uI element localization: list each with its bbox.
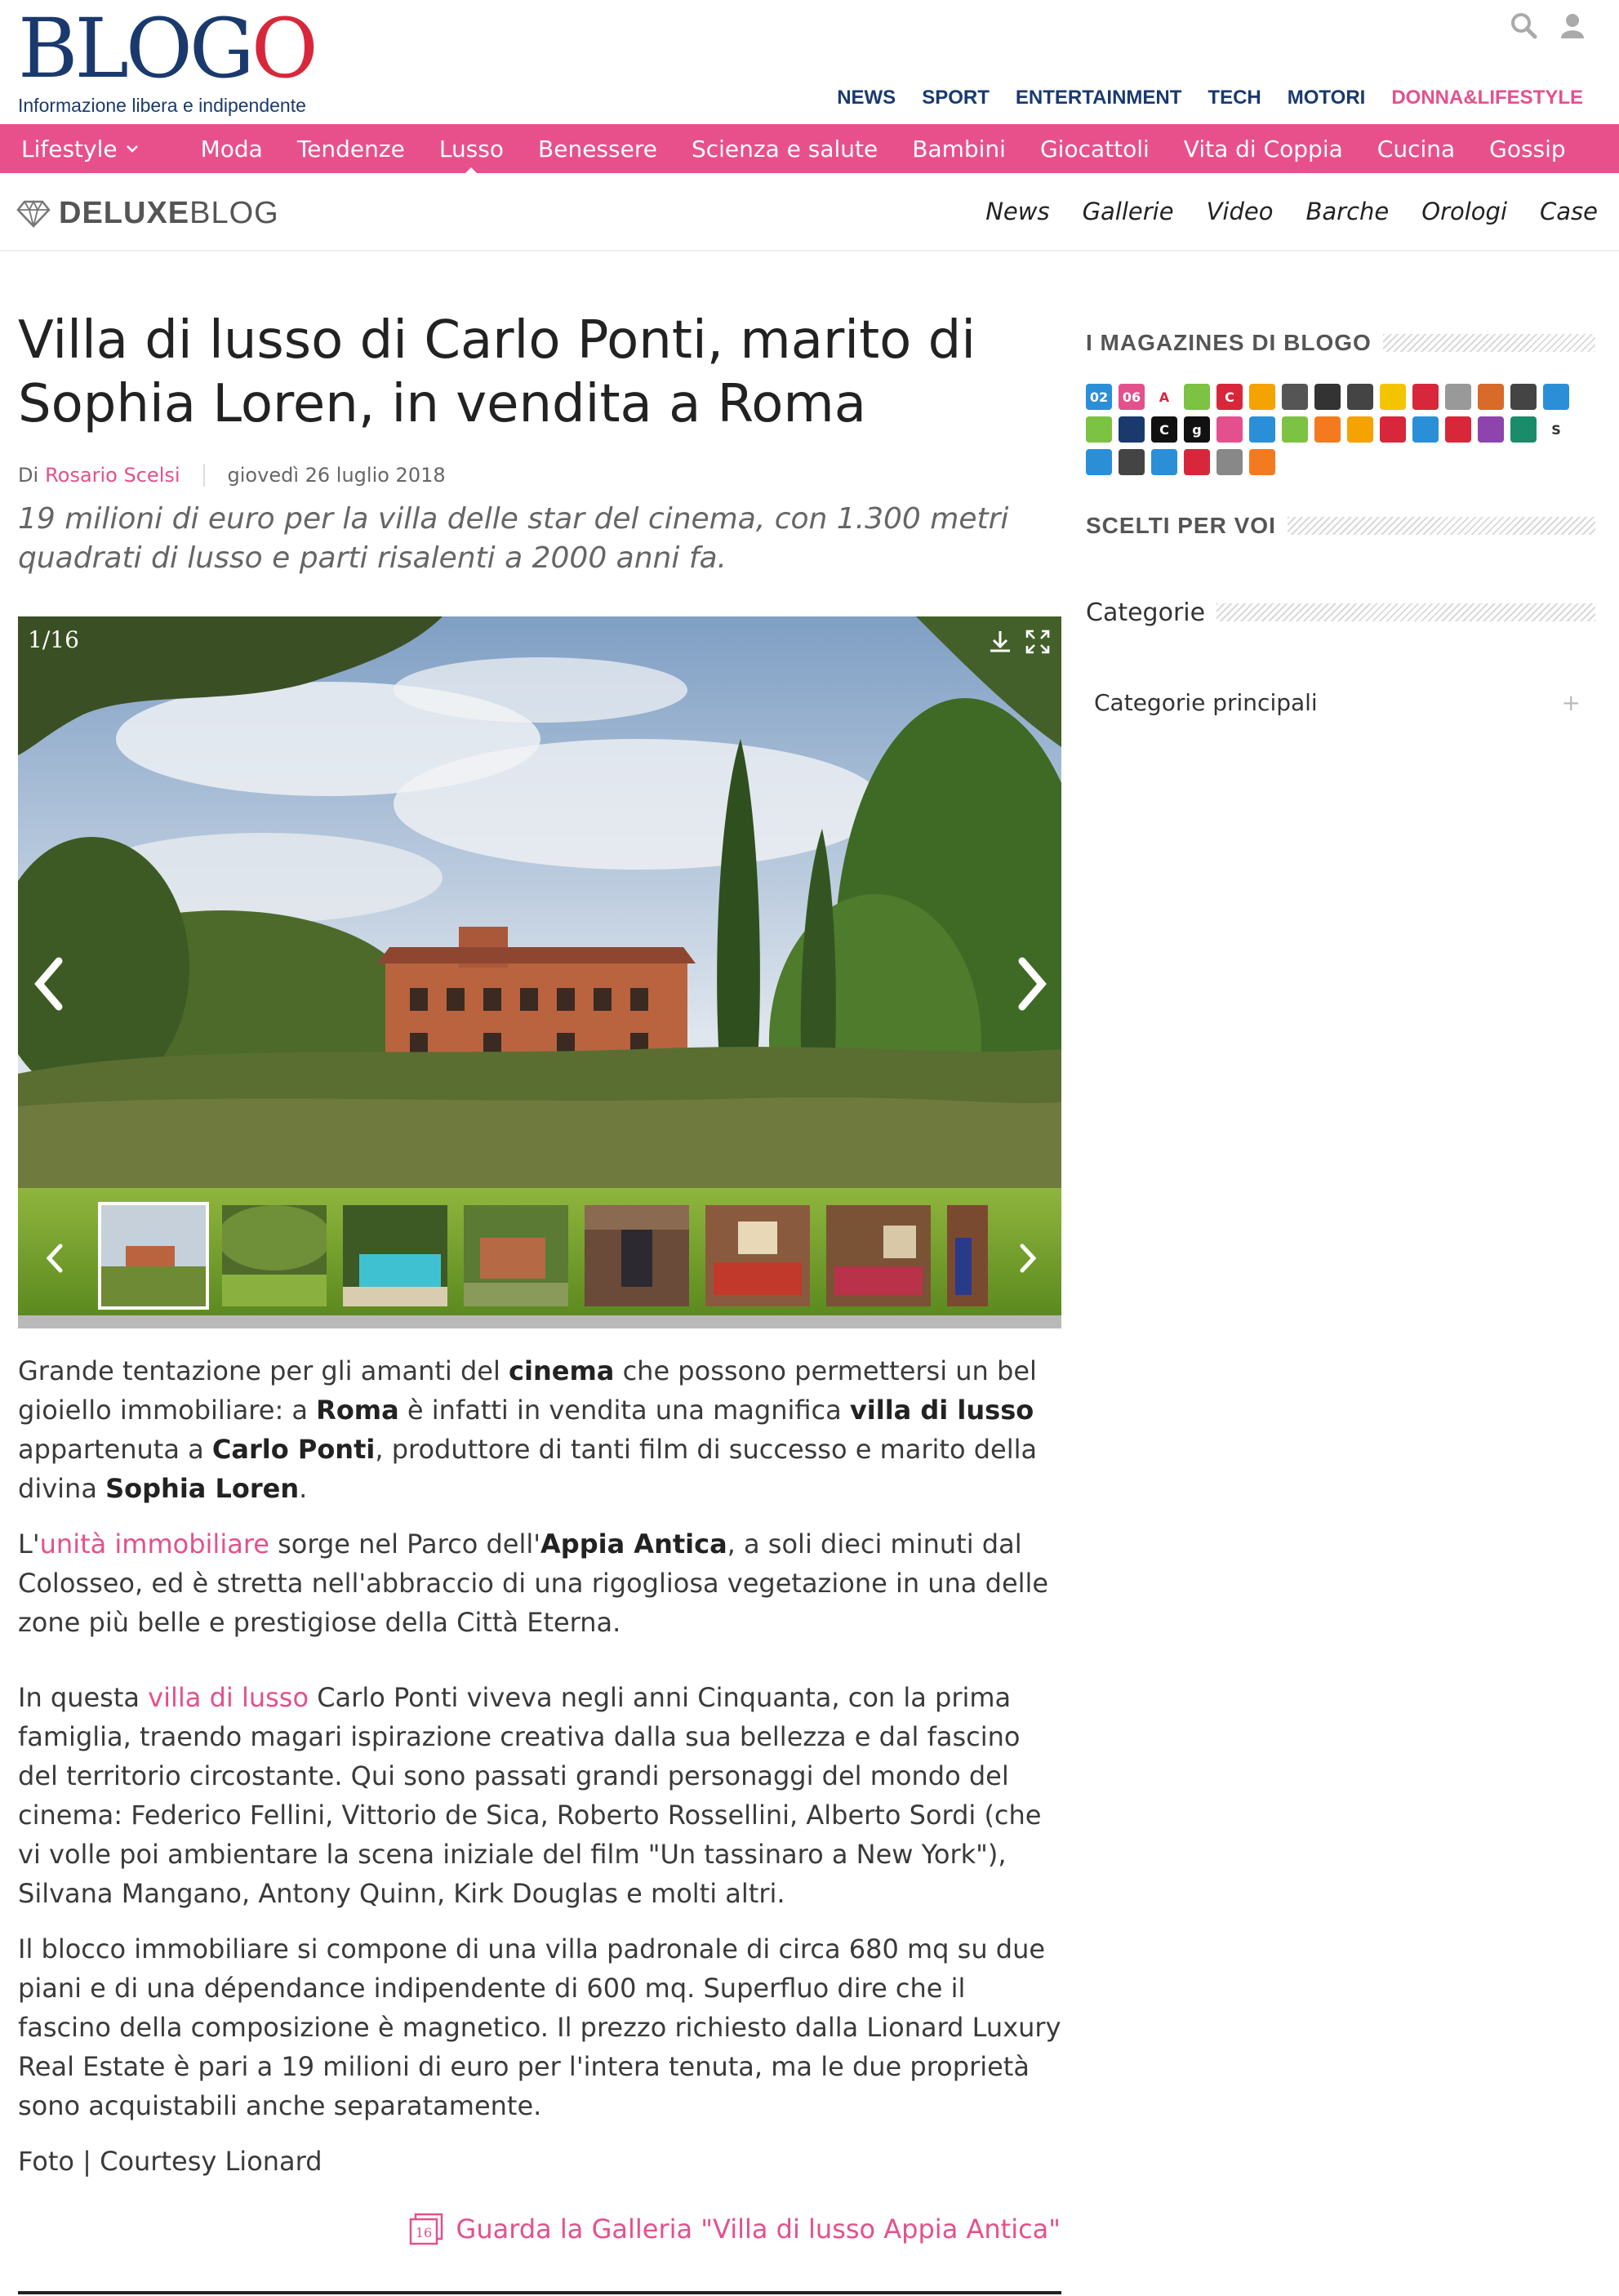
sidebar: [1086, 327, 1595, 716]
categories-main-label: Categorie principali: [1094, 688, 1318, 716]
article-title: Villa di lusso di Carlo Ponti, marito di Sophia Loren, in vendita a Roma: [18, 310, 976, 434]
magazine-icon[interactable]: [1086, 416, 1112, 443]
article-bottom-rule: [18, 2291, 1061, 2294]
categories-section: [1086, 596, 1595, 629]
gallery-thumbnail[interactable]: [826, 1205, 931, 1306]
gallery-thumbnail[interactable]: [585, 1205, 689, 1306]
gallery-prev-icon[interactable]: [26, 951, 75, 1017]
nav-sport[interactable]: SPORT: [922, 87, 990, 109]
view-gallery-link[interactable]: [409, 2213, 1061, 2245]
article-paragraph: [18, 1351, 1063, 1508]
thumbs-prev-icon[interactable]: [39, 1238, 72, 1279]
gallery-count: 16: [415, 2225, 432, 2240]
subnav-lifestyle-label: Lifestyle: [21, 135, 118, 162]
text-run: In questa: [18, 1682, 149, 1713]
villa-di-lusso-link[interactable]: villa di lusso: [148, 1682, 309, 1713]
magazine-icon[interactable]: [1151, 449, 1177, 475]
subnav-tendenze[interactable]: Tendenze: [296, 135, 405, 162]
bold-run: Roma: [316, 1395, 399, 1426]
photo-gallery[interactable]: [18, 616, 1061, 1328]
gallery-next-icon[interactable]: [1006, 951, 1055, 1017]
gallery-counter: 1/16: [28, 626, 79, 653]
deluxeblog-wordmark-bold: DELUXE: [59, 196, 190, 230]
chosen-label: SCELTI PER VOI: [1086, 513, 1276, 538]
subnav-vita-di-coppia[interactable]: Vita di Coppia: [1183, 135, 1343, 162]
magazine-icon[interactable]: [1184, 384, 1210, 410]
subnav-giocattoli[interactable]: Giocattoli: [1039, 135, 1150, 162]
magazine-icon[interactable]: 06: [1119, 384, 1145, 410]
hatch-divider: [1216, 603, 1595, 621]
subnav-benessere[interactable]: Benessere: [538, 135, 657, 162]
deluxeblog-bar: [0, 173, 1619, 251]
categories-main-toggle[interactable]: [1086, 670, 1595, 735]
magazine-icon[interactable]: g: [1184, 416, 1210, 443]
view-gallery-label: Guarda la Galleria "Villa di lusso Appia Antica": [456, 2214, 1061, 2245]
logo-text-accent: O: [251, 1, 315, 96]
categories-label: Categorie: [1086, 598, 1206, 627]
article-paragraph: Il blocco immobiliare si compone di una villa padronale di circa 680 mq su due piani e di una dépendance indipendente di 600 mq. Superfluo dire che il fascino della composizione è magnetico. Il prezzo richiesto dalla Lionard Luxury Real Estate è pari a 19 milioni di euro per l'intera tenuta, ma le due proprietà sono acquistabili anche separatamente.: [18, 1933, 1061, 2121]
chevron-down-icon: [126, 144, 139, 154]
byline-divider: [203, 464, 205, 487]
chosen-heading: [1086, 509, 1595, 542]
deluxeblog-logo[interactable]: [16, 196, 279, 231]
user-icon[interactable]: [1559, 11, 1586, 39]
text-run: , a soli dieci minuti dal Colosseo, ed è stretta nell'abbraccio di una rigogliosa vegetazione in una delle zone più belle e prestigiose della Città Eterna.: [18, 1528, 1049, 1638]
magazine-icon[interactable]: S: [1543, 416, 1569, 443]
text-run: .: [299, 1473, 308, 1504]
subnav-bambini[interactable]: Bambini: [912, 135, 1006, 162]
text-run: Carlo Ponti viveva negli anni Cinquanta, con la prima famiglia, traendo magari ispirazione creativa dalla sua bellezza e dal fascino del territorio circostante. Qui sono passati grandi personaggi del mondo del cinema: Federico Fellini, Vittorio de Sica, Roberto Rossellini, Alberto Sordi (che vi volle poi ambientare la scena iniziale del film "Un tassinaro a New York"), Silvana Mangano, Antony Quinn, Kirk Douglas e molti altri.: [18, 1682, 1042, 1909]
deluxe-nav-gallerie[interactable]: Gallerie: [1082, 198, 1174, 225]
bold-run: Carlo Ponti: [211, 1434, 376, 1465]
gallery-thumbnail[interactable]: [705, 1205, 810, 1306]
magazine-icon[interactable]: [1510, 384, 1537, 410]
publish-date: giovedì 26 luglio 2018: [227, 464, 446, 487]
subnav-gossip[interactable]: Gossip: [1489, 135, 1566, 162]
hatch-divider: [1288, 517, 1595, 535]
magazine-icon[interactable]: [1380, 416, 1406, 443]
subnav-moda[interactable]: Moda: [200, 135, 263, 162]
nav-donna-lifestyle[interactable]: DONNA&LIFESTYLE: [1391, 87, 1583, 109]
magazine-icon[interactable]: [1445, 384, 1471, 410]
magazine-icon[interactable]: [1282, 384, 1308, 410]
magazine-icon[interactable]: [1184, 449, 1210, 475]
nav-motori[interactable]: MOTORI: [1287, 87, 1366, 109]
magazine-icon[interactable]: [1086, 449, 1112, 475]
magazine-icon[interactable]: [1216, 449, 1243, 475]
magazine-icon[interactable]: [1445, 416, 1471, 443]
nav-entertainment[interactable]: ENTERTAINMENT: [1015, 87, 1182, 109]
magazine-icon[interactable]: [1249, 384, 1275, 410]
magazine-icon[interactable]: [1314, 416, 1341, 443]
text-run: , produttore di tanti film di successo e marito della divina: [18, 1434, 1038, 1504]
article-byline: [18, 464, 1063, 487]
main-nav: [837, 87, 1583, 109]
download-icon[interactable]: [986, 628, 1014, 656]
article-paragraph: [18, 1678, 1063, 1913]
section-subnav: [0, 124, 1619, 173]
diamond-icon: [16, 200, 51, 228]
hatch-divider: [1383, 334, 1595, 352]
deluxeblog-wordmark: [59, 196, 279, 231]
deluxe-nav-news[interactable]: News: [985, 198, 1050, 225]
magazines-heading: [1086, 327, 1595, 359]
magazine-icon[interactable]: 02: [1086, 384, 1112, 410]
plus-icon: +: [1561, 688, 1581, 716]
magazine-icon[interactable]: [1478, 384, 1504, 410]
magazine-icon[interactable]: [1412, 384, 1439, 410]
magazine-icon[interactable]: [1412, 416, 1439, 443]
photo-credit: Foto | Courtesy Lionard: [18, 2146, 322, 2177]
gallery-thumbnail[interactable]: [947, 1205, 988, 1306]
subnav-cucina[interactable]: Cucina: [1377, 135, 1456, 162]
bold-run: Sophia Loren: [105, 1473, 300, 1504]
magazine-icon[interactable]: [1347, 384, 1373, 410]
magazine-icon[interactable]: C: [1216, 384, 1243, 410]
blogo-logo[interactable]: [18, 1, 315, 96]
article-subtitle: 19 milioni di euro per la villa delle star del cinema, con 1.300 metri quadrati di lusso e parti risalenti a 2000 anni fa.: [18, 502, 1009, 575]
magazine-icon[interactable]: [1119, 449, 1145, 475]
byline-prefix: Di: [18, 464, 39, 487]
categories-heading: [1086, 596, 1595, 629]
article-paragraph: [18, 1524, 1063, 1642]
magazine-icon[interactable]: [1216, 416, 1243, 443]
magazine-icon[interactable]: [1119, 416, 1145, 443]
article-body: [18, 1351, 1063, 2197]
gallery-count-icon: [409, 2213, 443, 2245]
deluxe-nav-video[interactable]: Video: [1206, 198, 1274, 225]
site-header: [0, 0, 1619, 124]
site-tagline: Informazione libera e indipendente: [18, 95, 306, 116]
subnav-scienza-e-salute[interactable]: Scienza e salute: [691, 135, 878, 162]
magazine-icon[interactable]: [1249, 449, 1275, 475]
text-run: Grande tentazione per gli amanti del: [18, 1355, 509, 1386]
bold-run: cinema: [509, 1355, 615, 1386]
magazine-icon[interactable]: [1380, 384, 1406, 410]
magazine-icon[interactable]: [1478, 416, 1504, 443]
gallery-thumbnail[interactable]: [222, 1205, 327, 1306]
magazine-icon[interactable]: C: [1151, 416, 1177, 443]
search-icon[interactable]: [1510, 11, 1537, 39]
article-header: [18, 309, 1063, 578]
text-run: sorge nel Parco dell': [269, 1528, 541, 1560]
deluxe-nav-barche[interactable]: Barche: [1305, 198, 1390, 225]
magazine-icon[interactable]: [1543, 384, 1569, 410]
nav-news[interactable]: NEWS: [837, 87, 896, 109]
magazine-icon[interactable]: [1347, 416, 1373, 443]
thumbs-next-icon[interactable]: [1011, 1238, 1043, 1279]
subnav-lusso[interactable]: Lusso: [438, 135, 505, 162]
text-run: è infatti in vendita una magnifica: [398, 1395, 850, 1426]
deluxe-nav-case[interactable]: Case: [1540, 198, 1598, 225]
magazine-icon[interactable]: [1249, 416, 1275, 443]
header-icons: [1510, 11, 1586, 39]
deluxe-nav: [985, 198, 1598, 225]
fullscreen-icon[interactable]: [1024, 628, 1052, 656]
bold-run: Appia Antica: [540, 1528, 727, 1560]
logo-text: BLOG: [18, 1, 251, 96]
deluxe-nav-orologi[interactable]: Orologi: [1421, 198, 1508, 225]
magazine-icon[interactable]: [1282, 416, 1308, 443]
text-run: che possono permettersi un bel gioiello immobiliare: a: [18, 1355, 1037, 1426]
magazine-icon[interactable]: [1510, 416, 1537, 443]
gallery-thumbnail-strip: [18, 1192, 1061, 1317]
magazine-icon[interactable]: A: [1151, 384, 1177, 410]
gallery-thumbnail[interactable]: [464, 1205, 568, 1306]
magazines-label: I MAGAZINES DI BLOGO: [1086, 330, 1372, 355]
magazine-icons-grid: [1086, 384, 1576, 475]
deluxeblog-wordmark-light: BLOG: [189, 196, 279, 230]
chosen-for-you-section: [1086, 509, 1595, 542]
gallery-thumbnail[interactable]: [101, 1205, 206, 1306]
magazine-icon[interactable]: [1314, 384, 1341, 410]
text-run: L': [18, 1528, 40, 1560]
text-run: appartenuta a: [18, 1434, 212, 1465]
nav-tech[interactable]: TECH: [1208, 87, 1261, 109]
gallery-progress-bar: [18, 1315, 1061, 1328]
unita-immobiliare-link[interactable]: unità immobiliare: [39, 1528, 269, 1560]
author-link[interactable]: Rosario Scelsi: [45, 464, 180, 487]
bold-run: villa di lusso: [849, 1395, 1034, 1426]
gallery-thumbnail[interactable]: [343, 1205, 447, 1306]
subnav-lifestyle-dropdown[interactable]: [21, 136, 139, 162]
